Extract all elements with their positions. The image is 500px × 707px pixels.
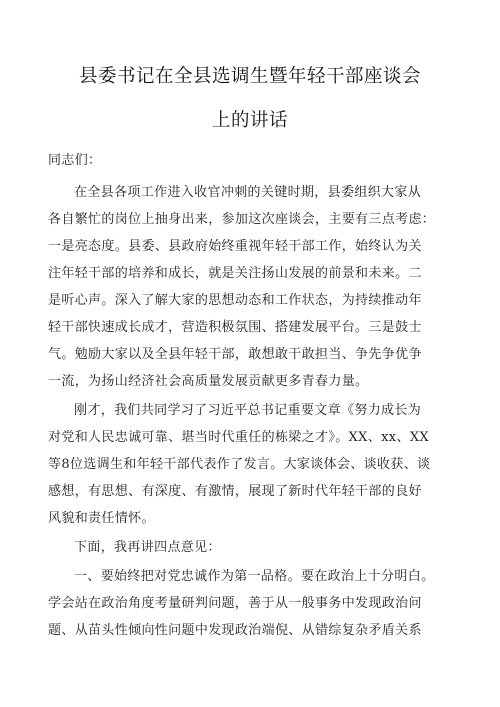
paragraph-2-line-4: 感想，有思想、有深度、有激情，展现了新时代年轻干部的良好 (48, 484, 422, 499)
paragraph-2-line-1: 刚才，我们共同学习了习近平总书记重要文章《努力成长为 (74, 403, 422, 418)
paragraph-1-line-5: 是听心声。深入了解大家的思想动态和工作状态，为持续推动年 (48, 293, 422, 308)
paragraph-4-line-3: 题、从苗头性倾向性问题中发现政治端倪、从错综复杂矛盾关系 (48, 623, 422, 638)
paragraph-4-line-2: 学会站在政治角度考量研判问题，善于从一般事务中发现政治问 (48, 596, 422, 611)
paragraph-1-line-6: 轻干部快速成长成才，营造积极氛围、搭建发展平台。三是鼓士 (48, 320, 422, 335)
paragraph-2-line-5: 风貌和责任情怀。 (48, 511, 155, 526)
paragraph-1-line-4: 注年轻干部的培养和成长，就是关注扬山发展的前景和未来。二 (48, 266, 422, 281)
paragraph-1-line-8: 一流，为扬山经济社会高质量发展贡献更多青春力量。 (48, 374, 369, 389)
document-title-line-1: 县委书记在全县选调生暨年轻干部座谈会 (78, 66, 421, 87)
paragraph-1-line-2: 各自繁忙的岗位上抽身出来，参加这次座谈会，主要有三点考虑： (48, 212, 436, 227)
paragraph-1-line-3: 一是亮态度。县委、县政府始终重视年轻干部工作，始终认为关 (48, 239, 422, 254)
paragraph-1-line-7: 气。勉励大家以及全县年轻干部，敢想敢干敢担当、争先争优争 (48, 347, 422, 362)
salutation: 同志们： (48, 153, 102, 168)
document-title-line-2: 上的讲话 (211, 110, 288, 131)
paragraph-2-line-2: 对党和人民忠诚可靠、堪当时代重任的栋梁之才》。XX、xx、XX (48, 430, 430, 445)
paragraph-3-line-1: 下面，我再讲四点意见： (74, 540, 221, 555)
paragraph-2-line-3: 等8位选调生和年轻干部代表作了发言。大家谈体会、谈收获、谈 (48, 457, 431, 472)
paragraph-1-line-1: 在全县各项工作进入收官冲刺的关键时期，县委组织大家从 (74, 185, 422, 200)
paragraph-4-line-1: 一、要始终把对党忠诚作为第一品格。要在政治上十分明白。 (74, 569, 435, 584)
